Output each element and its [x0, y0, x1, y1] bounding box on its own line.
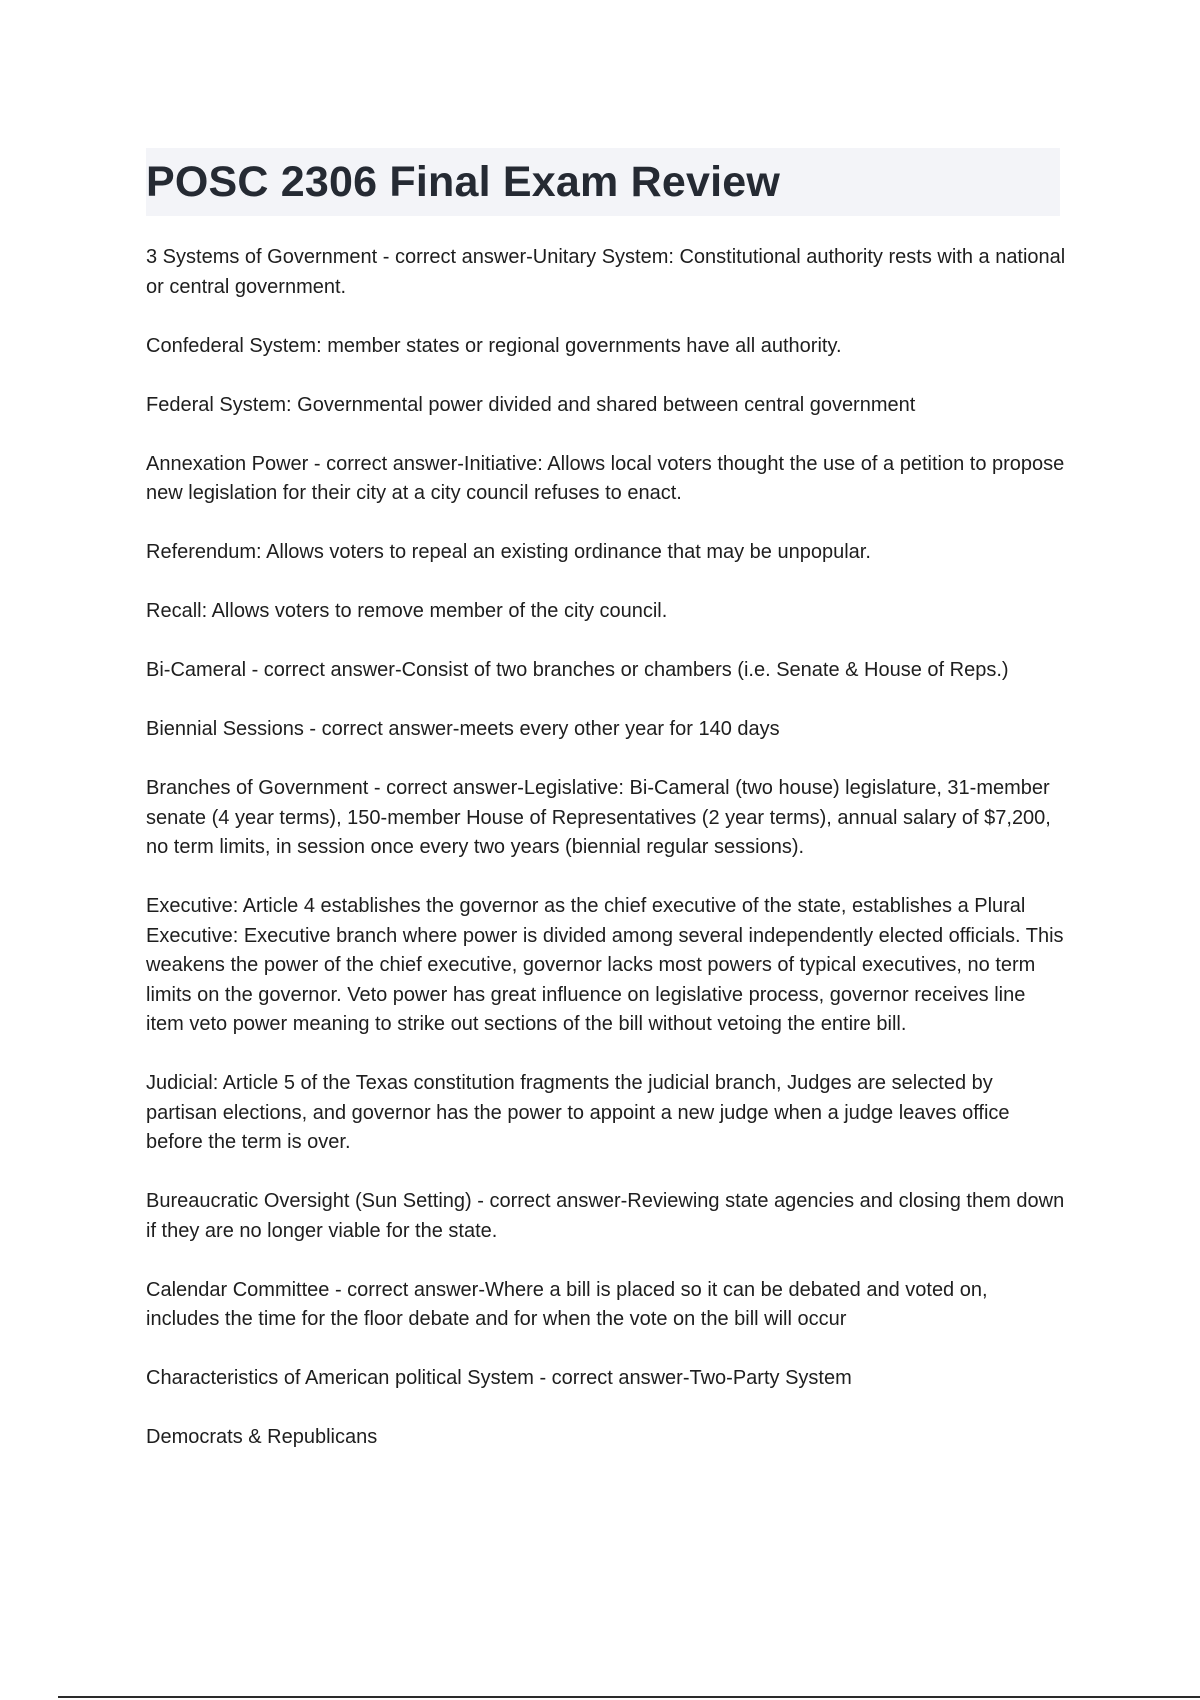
- paragraph-executive: Executive: Article 4 establishes the governor as the chief executive of the state, establishes a Plural Executive: Executive branch where power is divided among several independently elected officials. This weakens the power of the chief executive, governor lacks most powers of typical executives, no term limits on the governor. Veto power has great influence on legislative process, governor receives line item veto power meaning to strike out sections of the bill without vetoing the entire bill.: [146, 895, 1064, 1035]
- paragraph-federal-system: Federal System: Governmental power divided and shared between central government: [146, 393, 916, 416]
- paragraph-branches-of-government: Branches of Government - correct answer-Legislative: Bi-Cameral (two house) legislature, 31-member senate (4 year terms), 150-member House of Representatives (2 year terms), annual salary of $7,200, no term limits, in session once every two years (biennial regular sessions).: [146, 777, 1051, 858]
- paragraph-annexation-power: Annexation Power - correct answer-Initiative: Allows local voters thought the use of a petition to propose new legislation for their city at a city council refuses to enact.: [146, 452, 1065, 504]
- document-body: [146, 243, 1066, 1482]
- paragraph-calendar-committee: Calendar Committee - correct answer-Where a bill is placed so it can be debated and voted on, includes the time for the floor debate and for when the vote on the bill will occur: [146, 1278, 988, 1330]
- paragraph-systems-of-government: 3 Systems of Government - correct answer-Unitary System: Constitutional authority rests with a national or central government.: [146, 246, 1066, 298]
- paragraph-biennial-sessions: Biennial Sessions - correct answer-meets every other year for 140 days: [146, 718, 780, 740]
- page-title: POSC 2306 Final Exam Review: [146, 158, 780, 206]
- paragraph-confederal-system: Confederal System: member states or regional governments have all authority.: [146, 334, 842, 357]
- paragraph-bi-cameral: Bi-Cameral - correct answer-Consist of two branches or chambers (i.e. Senate & House of Reps.): [146, 659, 1009, 681]
- paragraph-judicial: Judicial: Article 5 of the Texas constitution fragments the judicial branch, Judges are selected by partisan elections, and governor has the power to appoint a new judge when a judge leaves office before the term is over.: [146, 1072, 1010, 1153]
- title-banner: [146, 148, 1060, 216]
- paragraph-democrats-republicans: Democrats & Republicans: [146, 1426, 378, 1448]
- paragraph-recall: Recall: Allows voters to remove member of the city council.: [146, 600, 668, 622]
- paragraph-american-political-system: Characteristics of American political System - correct answer-Two-Party System: [146, 1367, 852, 1389]
- footer-divider: [58, 1696, 1200, 1698]
- paragraph-referendum: Referendum: Allows voters to repeal an existing ordinance that may be unpopular.: [146, 541, 871, 563]
- paragraph-bureaucratic-oversight: Bureaucratic Oversight (Sun Setting) - correct answer-Reviewing state agencies and closing them down if they are no longer viable for the state.: [146, 1190, 1065, 1242]
